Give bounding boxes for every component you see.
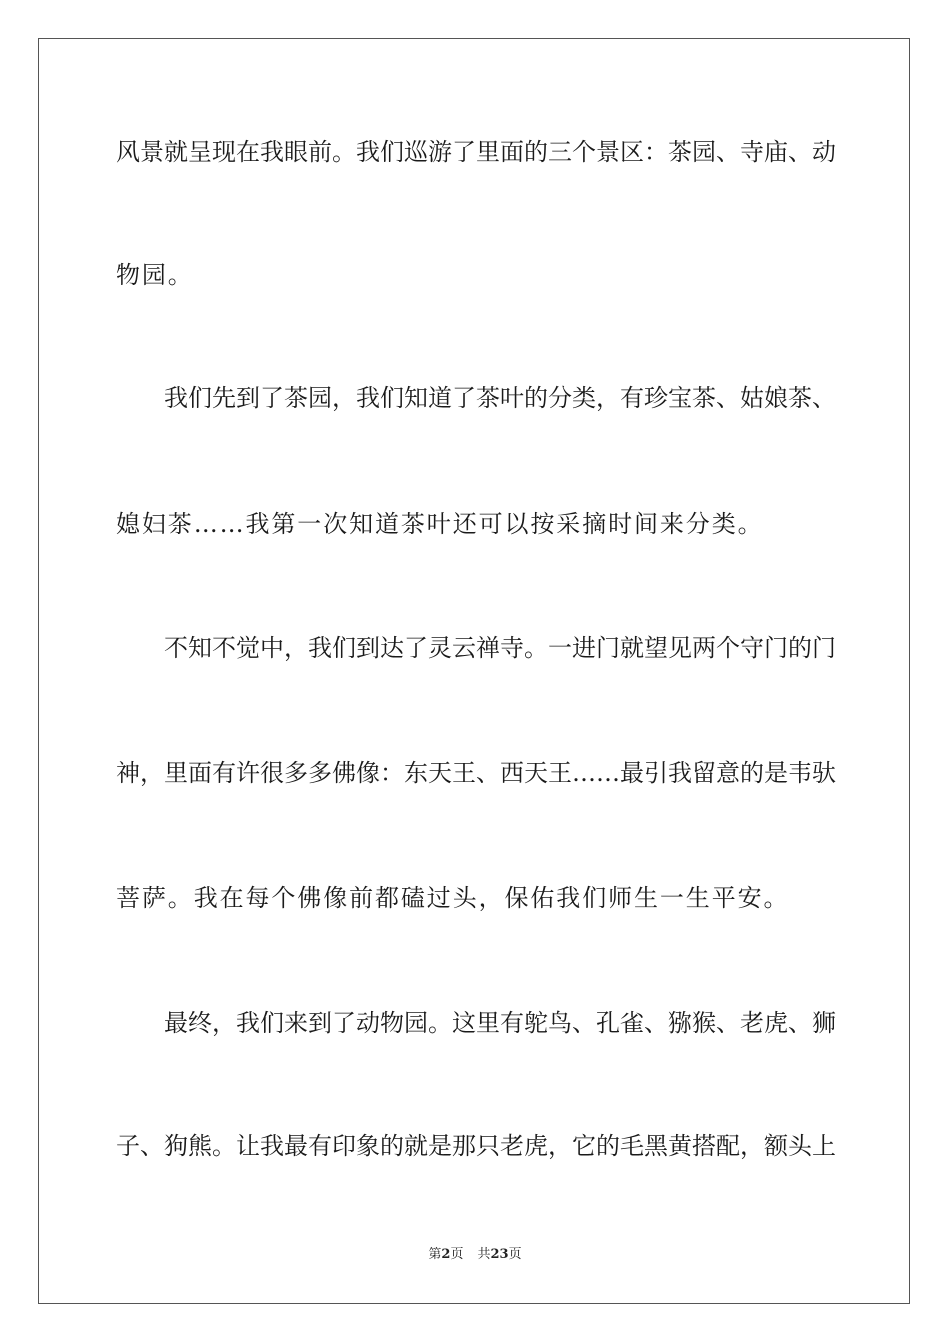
footer-page-suffix: 页 — [450, 1247, 464, 1262]
body-line-1: 风景就呈现在我眼前。我们巡游了里面的三个景区：茶园、寺庙、动 — [116, 138, 836, 166]
footer-total-suffix: 页 — [508, 1247, 522, 1262]
footer-page-number: 2 — [441, 1247, 451, 1262]
body-line-4: 媳妇茶……我第一次知道茶叶还可以按采摘时间来分类。 — [116, 510, 764, 538]
body-line-5: 不知不觉中，我们到达了灵云禅寺。一进门就望见两个守门的门 — [164, 634, 836, 662]
page-footer — [0, 1246, 950, 1264]
footer-total-pages: 23 — [490, 1247, 509, 1262]
body-line-7: 菩萨。我在每个佛像前都磕过头，保佑我们师生一生平安。 — [116, 884, 790, 912]
body-line-2: 物园。 — [116, 261, 194, 289]
body-line-9: 子、狗熊。让我最有印象的就是那只老虎，它的毛黑黄搭配，额头上 — [116, 1132, 836, 1160]
footer-total-prefix: 共 — [477, 1247, 491, 1262]
body-line-8: 最终，我们来到了动物园。这里有鸵鸟、孔雀、猕猴、老虎、狮 — [164, 1009, 836, 1037]
body-line-3: 我们先到了茶园，我们知道了茶叶的分类，有珍宝茶、姑娘茶、 — [164, 384, 836, 412]
body-line-6: 神，里面有许很多多佛像：东天王、西天王……最引我留意的是韦驮 — [116, 759, 836, 787]
page-frame — [38, 38, 910, 1304]
footer-page-prefix: 第 — [428, 1247, 442, 1262]
